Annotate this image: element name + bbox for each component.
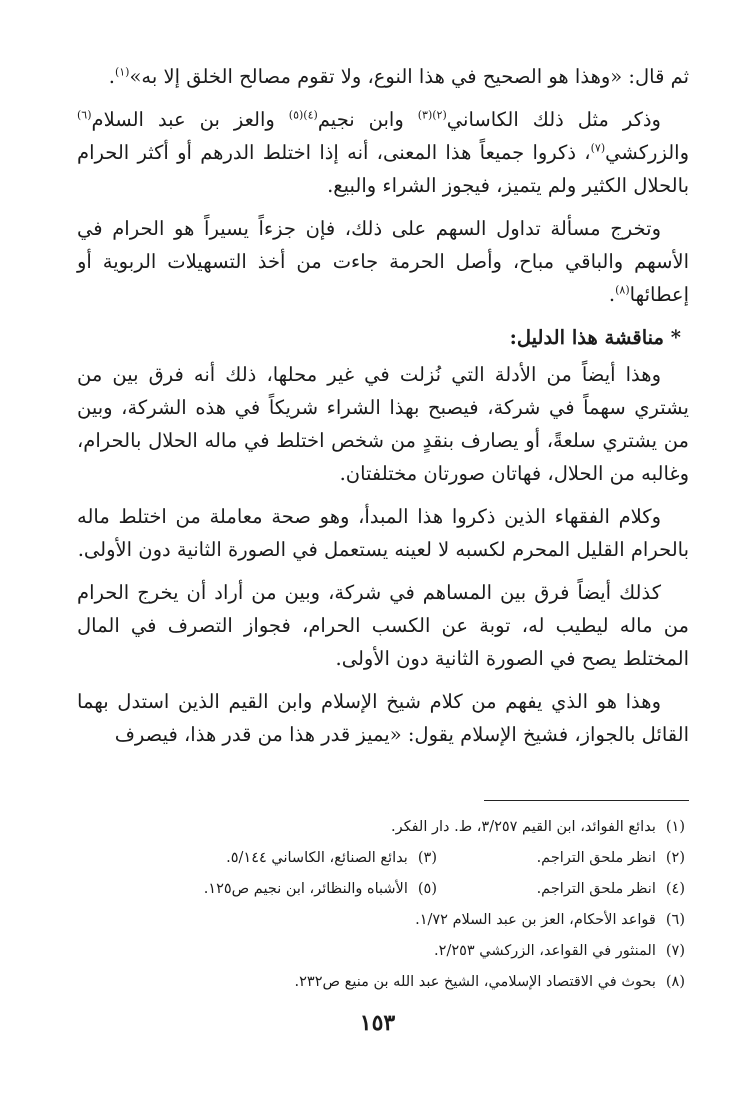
footnote-ref: (٨) [615, 283, 630, 297]
main-text [77, 60, 689, 761]
footnote-8: (٨)بحوث في الاقتصاد الإسلامي، الشيخ عبد الله بن منيع ص٢٣٢. [294, 974, 685, 990]
footnote-row [85, 967, 685, 998]
footnote-row [85, 905, 685, 936]
footnote-divider [484, 800, 689, 801]
footnote-1: (١)بدائع الفوائد، ابن القيم ٣/٢٥٧، ط. دار الفكر. [390, 819, 685, 835]
paragraph-discussion-1: وهذا أيضاً من الأدلة التي نُزلت في غير محلها، ذلك أنه فرق بين من يشتري سهماً في شركة، فيصبح بهذا الشراء شريكاً في هذه الشركة، وبين من يشتري سلعةً، أو يصارف بنقدٍ من شخص اختلط في ماله الحلال بالحرام، وغالبه من الحلال، فهاتان صورتان مختلفتان. [77, 363, 689, 485]
footnote-7: (٧)المنثور في القواعد، الزركشي ٢/٢٥٣. [434, 943, 685, 959]
footnote-3: (٣)بدائع الصنائع، الكاساني ٥/١٤٤. [226, 850, 437, 866]
footnote-4: (٤)انظر ملحق التراجم. [536, 881, 685, 897]
footnotes [85, 812, 685, 998]
paragraph-discussion-2: وكلام الفقهاء الذين ذكروا هذا المبدأ، وهو صحة معاملة من اختلط ماله بالحرام القليل المحرم لكسبه لا لعينه يستعمل في الصورة الثانية دون الأولى. [77, 505, 689, 561]
paragraph-shares: وتخرج مسألة تداول السهم على ذلك، فإن جزءاً يسيراً هو الحرام في الأسهم والباقي مباح، وأصل الحرمة جاءت من أخذ التسهيلات الربوية أو إعطائها$^{(٨)}$. [77, 217, 689, 306]
footnote-row [85, 843, 685, 874]
paragraph-quote: ثم قال: «وهذا هو الصحيح في هذا النوع، ولا تقوم مصالح الخلق إلا به»$^{(١)}$. [108, 65, 689, 88]
footnote-ref: (٢)(٣) [417, 108, 447, 122]
footnote-ref: (٧) [590, 141, 606, 155]
footnote-ref: (٤)(٥) [288, 108, 318, 122]
footnote-6: (٦)قواعد الأحكام، العز بن عبد السلام ١/٧٢. [415, 912, 685, 928]
paragraph-scholars: وذكر مثل ذلك الكاساني$^{(٢)(٣)}$ وابن نجيم$^{(٤)(٥)}$ والعز بن عبد السلام$^{(٦)}$ والزركشي$^{(٧)}$، ذكروا جميعاً هذا المعنى، أنه إذا اختلط الدرهم أو أكثر الحرام بالحلال الكثير ولم يتميز، فيجوز الشراء والبيع. [77, 108, 689, 197]
footnote-row [85, 936, 685, 967]
footnote-5: (٥)الأشباه والنظائر، ابن نجيم ص١٢٥. [203, 881, 437, 897]
footnote-ref: (١) [114, 65, 130, 79]
paragraph-discussion-3: كذلك أيضاً فرق بين المساهم في شركة، وبين من أراد أن يخرج الحرام من ماله ليطيب له، توبة عن الكسب الحرام، فجواز التصرف في المال المختلط يصح في الصورة الثانية دون الأولى. [77, 581, 689, 670]
section-heading: * مناقشة هذا الدليل: [509, 326, 681, 349]
footnote-2: (٢)انظر ملحق التراجم. [536, 850, 685, 866]
footnote-row [85, 874, 685, 905]
paragraph-discussion-4: وهذا هو الذي يفهم من كلام شيخ الإسلام وابن القيم الذين استدل بهما القائل بالجواز، فشيخ الإسلام يقول: «يميز قدر هذا من قدر هذا، فيصرف [77, 690, 689, 746]
page-number: ١٥٣ [359, 1010, 396, 1036]
footnote-row [85, 812, 685, 843]
footnote-ref: (٦) [77, 108, 92, 122]
